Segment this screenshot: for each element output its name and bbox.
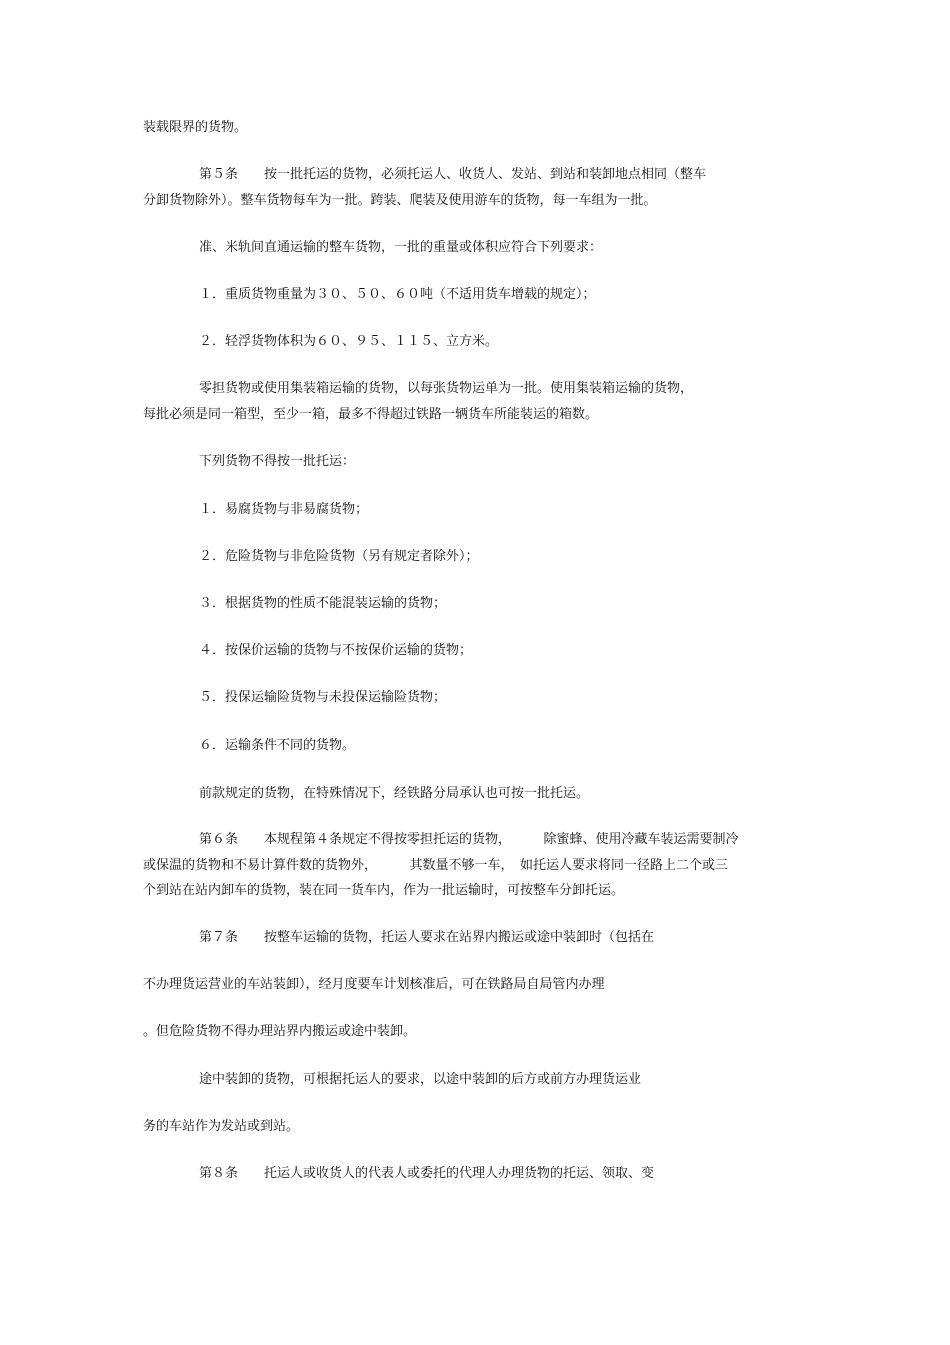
text-line-19: 个到站在站内卸车的货物，装在同一货车内，作为一批运输时，可按整车分卸托运。	[143, 883, 625, 898]
list-item-2: ２．危险货物与非危险货物（另有规定者除外）；	[199, 549, 479, 564]
text-line-24: 务的车站作为发站或到站。	[143, 1119, 300, 1134]
list-item-1: １．易腐货物与非易腐货物；	[199, 502, 369, 517]
text-line-8: 每批必须是同一箱型，至少一箱，最多不得超过铁路一辆货车所能装运的箱数。	[143, 407, 599, 422]
list-item-5: ５．投保运输险货物与未投保运输险货物；	[199, 690, 447, 705]
article-7-heading-line: 第７条 按整车运输的货物，托运人要求在站界内搬运或途中装卸时（包括在	[199, 930, 655, 945]
list-item-light-goods: ２．轻浮货物体积为６０、９５、１１５、立方米。	[199, 334, 499, 349]
article-8-heading-line: 第８条 托运人或收货人的代表人或委托的代理人办理货物的托运、领取、变	[199, 1166, 655, 1181]
article-5-heading-line: 第５条 按一批托运的货物，必须托运人、收货人、发站、到站和装卸地点相同（整车	[199, 167, 707, 182]
text-line-7: 零担货物或使用集装箱运输的货物，以每张货物运单为一批。使用集装箱运输的货物，	[199, 381, 694, 396]
text-line-22: 。但危险货物不得办理站界内搬运或途中装卸。	[143, 1024, 417, 1039]
text-line-21: 不办理货运营业的车站装卸），经月度要车计划核准后，可在铁路局自局管内办理	[143, 977, 605, 992]
list-item-heavy-goods: １．重质货物重量为３０、５０、６０吨（不适用货车增载的规定）；	[199, 287, 596, 302]
article-6-heading-line: 第６条 本规程第４条规定不得按零担托运的货物， 除蜜蜂、使用冷藏车装运需要制冷	[199, 832, 739, 847]
text-line-1: 装载限界的货物。	[143, 120, 248, 135]
text-line-4: 准、米轨间直通运输的整车货物，一批的重量或体积应符合下列要求：	[199, 240, 603, 255]
list-item-3: ３．根据货物的性质不能混装运输的货物；	[199, 596, 447, 611]
text-line-23: 途中装卸的货物，可根据托运人的要求，以途中装卸的后方或前方办理货运业	[199, 1072, 642, 1087]
text-line-16: 前款规定的货物，在特殊情况下，经铁路分局承认也可按一批托运。	[199, 786, 590, 801]
text-line-3: 分卸货物除外）。整车货物每车为一批。跨装、爬装及使用游车的货物，每一车组为一批。	[143, 193, 657, 208]
text-line-9: 下列货物不得按一批托运：	[199, 454, 356, 469]
list-item-4: ４．按保价运输的货物与不按保价运输的货物；	[199, 643, 473, 658]
text-line-18: 或保温的货物和不易计算件数的货物外， 其数量不够一车， 如托运人要求将同一径路上二个或三	[143, 858, 729, 873]
list-item-6: ６．运输条件不同的货物。	[199, 738, 356, 753]
